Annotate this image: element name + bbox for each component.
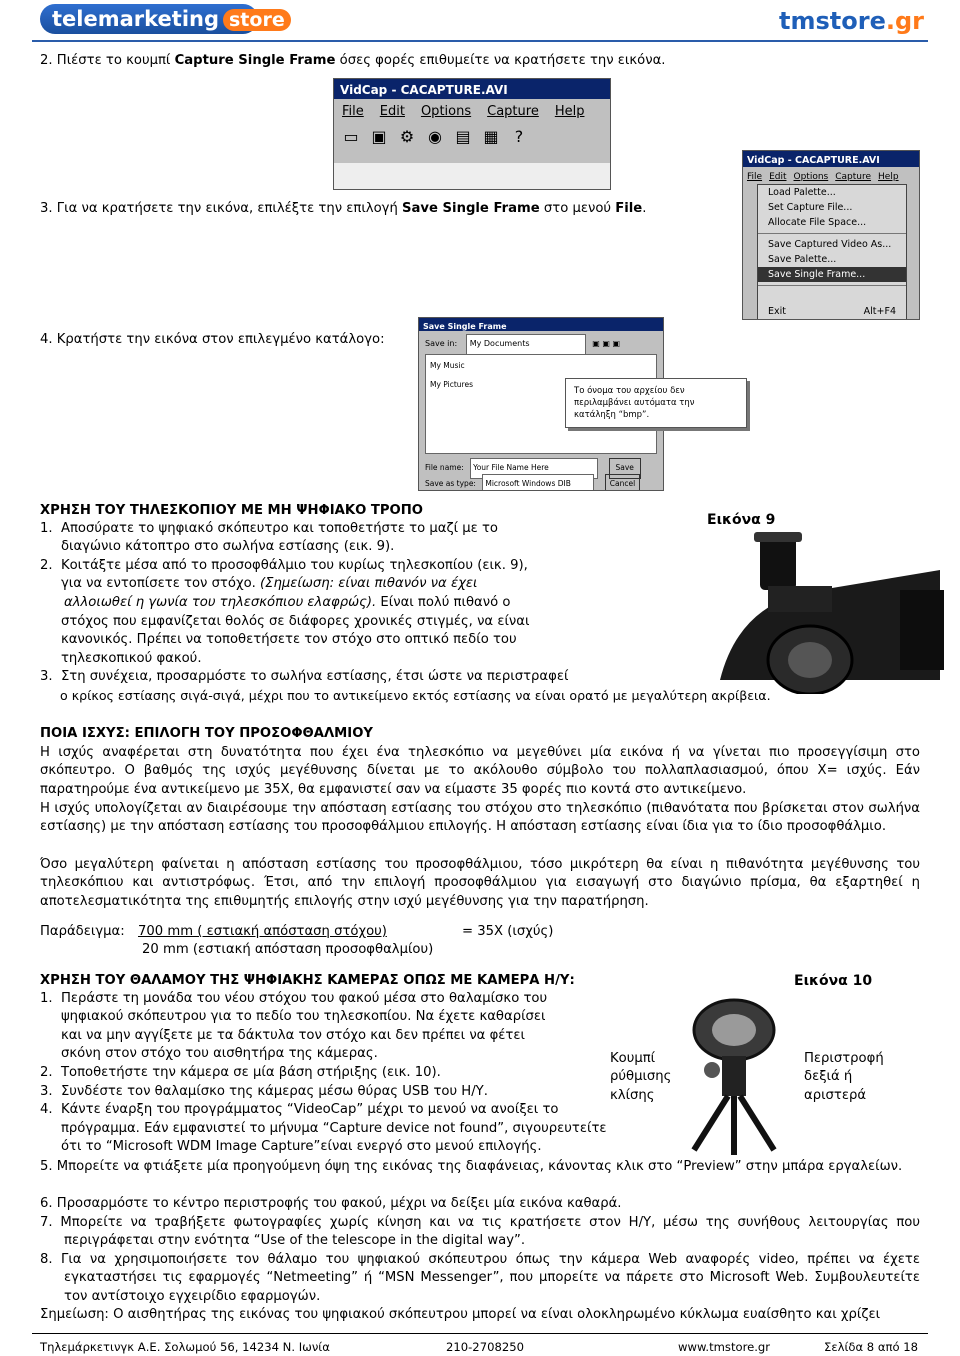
section1-heading: ΧΡΗΣΗ ΤΟΥ ΤΗΛΕΣΚΟΠΙΟΥ ΜΕ ΜΗ ΨΗΦΙΑΚΟ ΤΡΟΠΟ [40, 503, 424, 518]
section1-note-rest: Είναι πολύ πιθανό ο [376, 595, 511, 610]
section2-paragraph-1: Η ισχύς αναφέρεται στη δυνατότητα που έχει ένα τηλεσκόπιο να μεγεθύνει μία εικόνα ή να γίνεται πιο προσεγγίσιμη στο σκόπευτρο. Ο βαθμός της ισχύς μεγέθυνσης δίνεται με το ακόλουθο σύμβολο του πολλαπλασιασμού, όπου X= ισχύς. Εάν παρατηρούμε ένα αντικείμενο με 35X, θα εμφανιστεί σαν να είμαστε 35 φορές πιο κοντά στο αντικείμενο. [40, 745, 920, 797]
example-denominator: 20 mm (εστιακή απόσταση προσοφθαλμίου) [142, 942, 434, 957]
menu-item-exit [758, 304, 906, 319]
save-button: Save [609, 458, 641, 479]
menu-item-exit-label: Exit [768, 306, 786, 317]
figure-9-caption: Εικόνα 9 [707, 512, 776, 528]
section1-line-text: για να εντοπίσετε τον στόχο. [40, 576, 261, 591]
label-tilt-button: Κουμπί ρύθμισης κλίσης [610, 1051, 672, 1103]
folder-icon: ▭ [343, 126, 359, 146]
section2-heading: ΠΟΙΑ ΙΣΧΥΣ: ΕΠΙΛΟΓΗ ΤΟΥ ΠΡΟΣΟΦΘΑΛΜΙΟΥ [40, 726, 373, 741]
header-rule [32, 40, 928, 42]
save-dialog-titlebar: Save Single Frame [419, 318, 663, 331]
section1-line: 2. Κοιτάξτε μέσα από το προσοφθάλμιο του κυρίως τηλεσκοπίου (εικ. 9), [40, 558, 528, 573]
section1-note-italic: (Σημείωση: είναι πιθανόν να έχει [260, 576, 478, 591]
window-body [334, 163, 610, 190]
menu-separator [758, 285, 906, 286]
step-3-text: 3. Για να κρατήσετε την εικόνα, επιλέξτε την επιλογή [40, 201, 403, 216]
footer-rule [32, 1333, 928, 1334]
film-icon: ▤ [455, 126, 471, 146]
footer-page-number: Σελίδα 8 από 18 [824, 1340, 919, 1354]
section2-paragraph-2: Η ισχύς υπολογίζεται αν διαιρέσουμε την απόσταση εστίασης του στόχου στο τηλεσκόπιο (πιθανότατα που βρίσκεται στον σωλήνα εστίασης) με την απόσταση εστίασης του προσοφθάλμιου επιλογής. Η απόσταση εστίασης είναι ίδια για το ίδιο προσοφθάλμιο. [40, 801, 920, 835]
telemarketing-store-logo [40, 4, 300, 34]
camera-icon: ◉ [428, 126, 442, 146]
menu-item-load-palette: Load Palette... [768, 187, 836, 198]
menu-item-save-single-frame: Save Single Frame... [758, 267, 906, 282]
eyepiece-cap [754, 532, 802, 542]
save-in-field: My Documents [466, 334, 586, 355]
window-titlebar: VidCap - CACAPTURE.AVI [334, 79, 610, 99]
section1-line: ο κρίκος εστίασης σιγά-σιγά, μέχρι που το αντικείμενο εκτός εστίασης να είναι ορατό με μεγαλύτερη ακρίβεια. [40, 688, 771, 703]
step-3-end: . [642, 201, 647, 216]
menu-separator [758, 233, 906, 234]
site-name: tmstore [779, 7, 886, 35]
section3-line: πρόγραμμα. Εάν εμφανιστεί το μήνυμα “Capture device not found”, σιγουρευτείτε [40, 1121, 607, 1136]
menu-options: Options [420, 104, 472, 119]
menu-capture: Capture [487, 104, 539, 119]
frame-icon: ▦ [483, 126, 499, 146]
help-icon: ? [514, 126, 524, 146]
section1-line: διαγώνιο κάτοπτρο στο σωλήνα εστίασης (εικ. 9). [40, 539, 395, 554]
step-4: 4. Κρατήστε την εικόνα στον επιλεγμένο κατάλογο: [40, 332, 385, 347]
eyepiece [760, 534, 796, 590]
section1-line: 3. Στη συνέχεια, προσαρμόστε το σωλήνα εστίασης, έτσι ώστε να περιστραφεί [40, 669, 569, 684]
step-2 [40, 52, 666, 71]
logo-text-main: telemarketing [52, 7, 219, 31]
footer-website: www.tmstore.gr [678, 1340, 771, 1354]
save-type-field: Microsoft Windows DIB [482, 474, 594, 491]
telescope-eyepiece-photo [700, 530, 946, 694]
tube-end [900, 590, 944, 670]
toolbar-icons [334, 126, 610, 149]
section1-line: στόχος που εμφανίζεται θολός σε διάφορες χρονικές στιγμές, να είναι [40, 614, 530, 629]
section3-line: ψηφιακού σκόπευτρου για το πεδίο του τηλεσκοπίου. Να έχετε καθαρίσει [40, 1009, 546, 1024]
example-label: Παράδειγμα: [40, 924, 125, 939]
menu2-capture: Capture [835, 172, 872, 182]
label-rotation: Περιστροφή δεξιά ή αριστερά [804, 1051, 884, 1103]
save-in-label: Save in: [425, 339, 458, 348]
section3-note: Σημείωση: Ο αισθητήρας της εικόνας του ψηφιακού σκόπευτρου μπορεί να είναι ολοκληρωμένο κύκλωμα ευαίσθητο και χρίζει [40, 1307, 881, 1322]
step-3-mid: στο μενού [539, 201, 616, 216]
example-result: = 35X (ισχύς) [462, 924, 554, 939]
save-type-row [425, 474, 640, 491]
menu-item-save-palette: Save Palette... [768, 254, 837, 265]
section1-line-note2 [64, 594, 510, 613]
example-numerator: 700 mm ( εστιακή απόσταση στόχου) [138, 924, 387, 939]
file-menu-dropdown [757, 184, 907, 320]
focus-wheel-center [788, 642, 832, 678]
section3-heading: ΧΡΗΣΗ ΤΟΥ ΘΑΛΑΜΟΥ ΤΗΣ ΨΗΦΙΑΚΗΣ ΚΑΜΕΡΑΣ ΟΠΩΣ ΜΕ ΚΑΜΕΡΑ Η/Υ: [40, 973, 575, 988]
step-2-rest: όσες φορές επιθυμείτε να κρατήσετε την εικόνα. [335, 53, 666, 68]
menu-item-exit-shortcut: Alt+F4 [863, 306, 896, 317]
step-3-bold-1: Save Single Frame [402, 201, 540, 216]
section1-line-note [40, 575, 477, 594]
footer-phone: 210-2708250 [446, 1340, 524, 1354]
folder-item: My Music [430, 361, 465, 370]
section3-line: σκόνη στον στόχο του αισθητήρα της κάμερας. [40, 1046, 378, 1061]
section3-item-7: 7. Μπορείτε να τραβήξετε φωτογραφίες χωρίς κίνηση και να τις κρατήσετε στον Η/Υ, μέσω της συνήθους λειτουργίας που περιγράφεται στην ενότητα “Use of the telescope in the digital way”. [40, 1215, 920, 1249]
site-logo [779, 7, 924, 35]
menu-file: File [342, 104, 364, 119]
menu-item-allocate-space: Allocate File Space... [768, 217, 867, 228]
section2-paragraph-3: Όσο μεγαλύτερη φαίνεται η απόσταση εστίασης του προσοφθάλμιου, τόσο μικρότερη θα είναι η πιθανότητα μεγέθυνσης του τηλεσκόπιου και αντιστρόφως. Έτσι, από την επιλογή προσοφθάλμιου για εισαγωγή στο διαγώνιο πρίσμα, θα εξαρτηθεί η αποτελεσματικότητα της επιθυμητής επιλογής στην ισχύ μεγέθυνσης για την παρατήρηση. [40, 857, 920, 909]
menu2-edit: Edit [769, 172, 787, 182]
menu-item-save-captured-video: Save Captured Video As... [768, 239, 892, 250]
camera-lens [712, 1014, 756, 1046]
filename-callout: Το όνομα του αρχείου δεν περιλαμβάνει αυτόματα την κατάληξη “bmp”. [565, 378, 747, 428]
save-icon: ▣ [371, 126, 387, 146]
section3-line: και να μην αγγίξετε με τα δάκτυλα τον στόχο και δεν πρέπει να φέτει [40, 1028, 525, 1043]
step-3-bold-2: File [615, 201, 643, 216]
step-3 [40, 200, 646, 219]
section1-note-italic-2: αλλοιωθεί η γωνία του τηλεσκόπιου ελαφρώς). [64, 595, 377, 610]
camera-neck [722, 1056, 746, 1096]
file-name-label: File name: [425, 463, 464, 472]
window-menubar [334, 99, 610, 126]
folder-item: My Pictures [430, 379, 473, 389]
step-2-text: 2. Πιέστε το κουμπί [40, 53, 175, 68]
section3-line: ότι το “Microsoft WDM Image Capture”είναι ενεργό στο μενού επιλογής. [40, 1139, 542, 1154]
menu-window-titlebar: VidCap - CACAPTURE.AVI [743, 151, 919, 167]
save-type-label: Save as type: [425, 479, 476, 488]
section3-line: 2. Τοποθετήστε την κάμερα σε μία βάση στήριξης (εικ. 10). [40, 1065, 441, 1080]
figure-10-caption: Εικόνα 10 [794, 973, 873, 989]
file-menu-screenshot [742, 150, 920, 320]
section1-line: 1. Αποσύρατε το ψηφιακό σκόπευτρο και τοποθετήστε το μαζί με το [40, 521, 498, 536]
menu-edit: Edit [379, 104, 405, 119]
site-tld: .gr [885, 7, 924, 35]
logo-text-store: store [223, 9, 291, 31]
section3-item-6: 6. Προσαρμόστε το κέντρο περιστροφής του φακού, μέχρι να δείξει μία εικόνα καθαρά. [40, 1196, 622, 1211]
folder-nav-icons: ▣ ▣ ▣ [592, 339, 621, 348]
menu-item-set-capture-file: Set Capture File... [768, 202, 853, 213]
menu-spacer [758, 289, 906, 304]
menu2-file: File [747, 172, 763, 182]
menu-help: Help [554, 104, 585, 119]
section3-item-8: 8. Για να χρησιμοποιήσετε τον θάλαμο του ψηφιακού σκόπευτρου όπως την κάμερα Web αναφορές video, πρέπει να έχετε εγκαταστήσει τις εφαρμογές “Netmeeting” ή “MSN Messenger”, που μπορείτε να πάρετε στο Microsoft Web. Συμβουλευτείτε τον αντίστοιχο εγχειρίδιο εφαρμογών. [40, 1252, 920, 1304]
section3-line: 3. Συνδέστε τον θαλαμίσκο της κάμερας μέσω θύρας USB του Η/Υ. [40, 1084, 488, 1099]
vidcap-toolbar-screenshot [333, 78, 611, 190]
menu2-options: Options [793, 172, 829, 182]
settings-icon: ⚙ [399, 126, 415, 146]
section1-line: τηλεσκοπικού φακού. [40, 651, 202, 666]
tilt-knob [704, 1062, 720, 1078]
section3-line: 4. Κάντε έναρξη του προγράμματος “VideoCap” μέχρι το μενού να ανοίξει το [40, 1102, 559, 1117]
section1-line: κανονικός. Πρέπει να τοποθετήσετε τον στόχο στο οπτικό πεδίο του [40, 632, 517, 647]
cancel-button: Cancel [605, 474, 640, 491]
diagonal-mirror [768, 586, 832, 612]
logo-registered: ® [290, 14, 300, 24]
footer-company: Τηλεμάρκετινγκ Α.Ε. Σολωμού 56, 14234 Ν. Ιωνία [40, 1340, 330, 1354]
section3-line: 1. Περάστε τη μονάδα του νέου στόχου του φακού μέσα στο θαλαμίσκο του [40, 991, 548, 1006]
file-name-field: Your File Name Here [470, 458, 598, 479]
step-2-bold: Capture Single Frame [174, 53, 336, 68]
section3-item-5: 5. Μπορείτε να φτιάξετε μία προηγούμενη όψη της εικόνας της διαφάνειας, κάνοντας κλικ στο “Preview” στην μπάρα εργαλείων. [40, 1159, 903, 1174]
menu2-help: Help [878, 172, 899, 182]
